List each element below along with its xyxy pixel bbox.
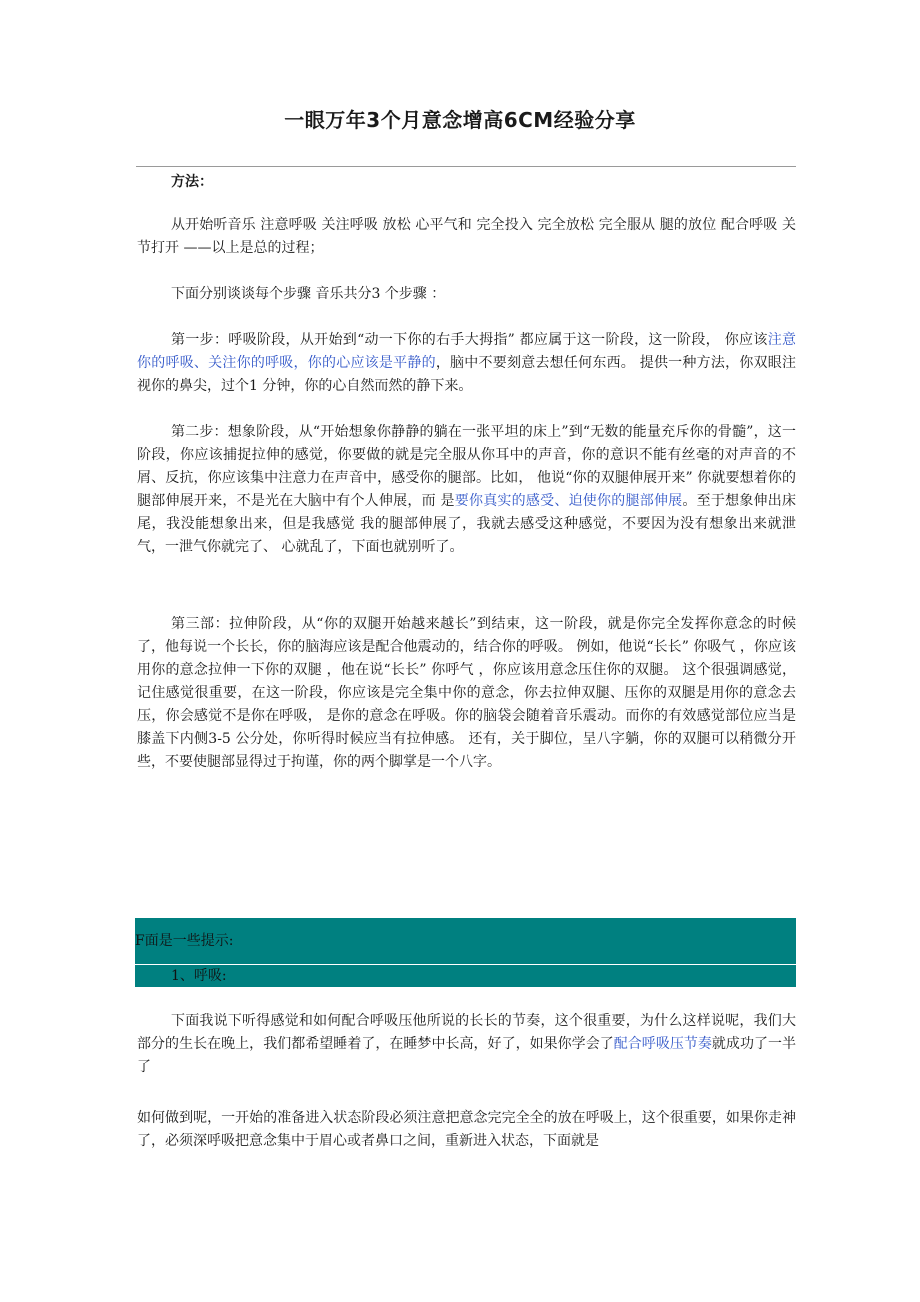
step1-highlight: 注意你的呼吸、关注你的呼吸，你的心应该是平静的: [137, 332, 797, 371]
title-divider: [136, 166, 796, 167]
overview-paragraph: 从开始听音乐 注意呼吸 关注呼吸 放松 心平气和 完全投入 完全放松 完全服从 腿的放位 配合呼吸 关节打开 ——以上是总的过程；: [137, 217, 796, 256]
tip1-paragraph: [137, 1010, 796, 1079]
step3-paragraph: 第三部：拉伸阶段，从“你的双腿开始越来越长”到结束，这一阶段，就是你完全发挥你意念的时候了，他每说一个长长，你的脑海应该是配合他震动的，结合你的呼吸。 例如，他说“长长” 你吸气 ，你应该用你的意念拉伸一下你的双腿 ，他在说“长长” 你呼气 ，你应该用意念压住你的双腿。 这个很强调感觉，记住感觉很重要，在这一阶段，你应该是完全集中你的意念，你去拉伸双腿、压你的双腿是用你的意念去压，你会感觉不是你在呼吸， 是你的意念在呼吸。你的脑袋会随着音乐震动。而你的有效感觉部位应当是膝盖下内侧3-5 公分处，你听得时候应当有拉伸感。 还有，关于脚位，呈八字躺，你的双腿可以稍微分开 些，不要使腿部显得过于拘谨，你的两个脚掌是一个八字。: [137, 616, 796, 770]
step2-highlight: 要你真实的感受、迫使你的腿部伸展: [454, 493, 683, 509]
tip1-highlight: 配合呼吸压节奏: [613, 1036, 712, 1052]
tip2-paragraph: 如何做到呢，一开始的准备进入状态阶段必须注意把意念完完全全的放在呼吸上，这个很重要，如果你走神了，必须深呼吸把意念集中于眉心或者鼻口之间，重新进入状态，下面就是: [137, 1110, 796, 1149]
breathing-header-text: 1、呼吸:: [171, 968, 227, 984]
breathing-header-band: [135, 965, 796, 987]
tips-header-text: F面是一些提示:: [135, 933, 234, 949]
step2-text-a: 第二步：想象阶段，从“开始想象你静静的躺在一张平坦的床上”到“无数的能量充斥你的骨髓”，这一阶段，你应该捕捉拉伸的感觉，你要做的就是完全服从你耳中的声音，你的意识不能有丝毫的对声音的不屑、反抗，你应该集中注意力在声音中，感受你的腿部。比如， 他说“你的双腿伸展开来” 你就要想着你的腿部伸展开来，不是光在大脑中有个人伸展，而 是: [137, 424, 796, 509]
tips-header-band: [135, 918, 796, 964]
step1-text-b: ，脑中不要刻意去想任何东西。 提供一种方法，你双眼注视你的鼻尖，过个1 分钟，你的心自然而然的静下来。: [137, 355, 797, 394]
tip1-text-b: 就成功了一半了: [137, 1036, 797, 1075]
steps-intro-paragraph: 下面分别谈谈每个步骤 音乐共分3 个步骤 ：: [171, 286, 446, 302]
tip1-text-a: 下面我说下听得感觉和如何配合呼吸压他所说的长长的节奏，这个很重要，为什么这样说呢，我们大部分的生长在晚上，我们都希望睡着了，在睡梦中长高，好了，如果你学会了: [137, 1013, 796, 1052]
step1-text-a: 第一步：呼吸阶段，从开始到“动一下你的右手大拇指” 都应属于这一阶段，这一阶段， 你应该: [171, 332, 768, 348]
step1-paragraph: [137, 329, 796, 398]
step2-text-b: 。至于想象伸出床尾，我没能想象出来，但是我感觉 我的腿部伸展了，我就去感受这种感觉，不要因为没有想象出来就泄气，一泄气你就完了、 心就乱了，下面也就别听了。: [137, 493, 797, 555]
document-title: 一眼万年3个月意念增高6CM经验分享: [284, 108, 636, 132]
method-label: 方法：: [171, 174, 213, 190]
step2-paragraph: [137, 421, 796, 559]
